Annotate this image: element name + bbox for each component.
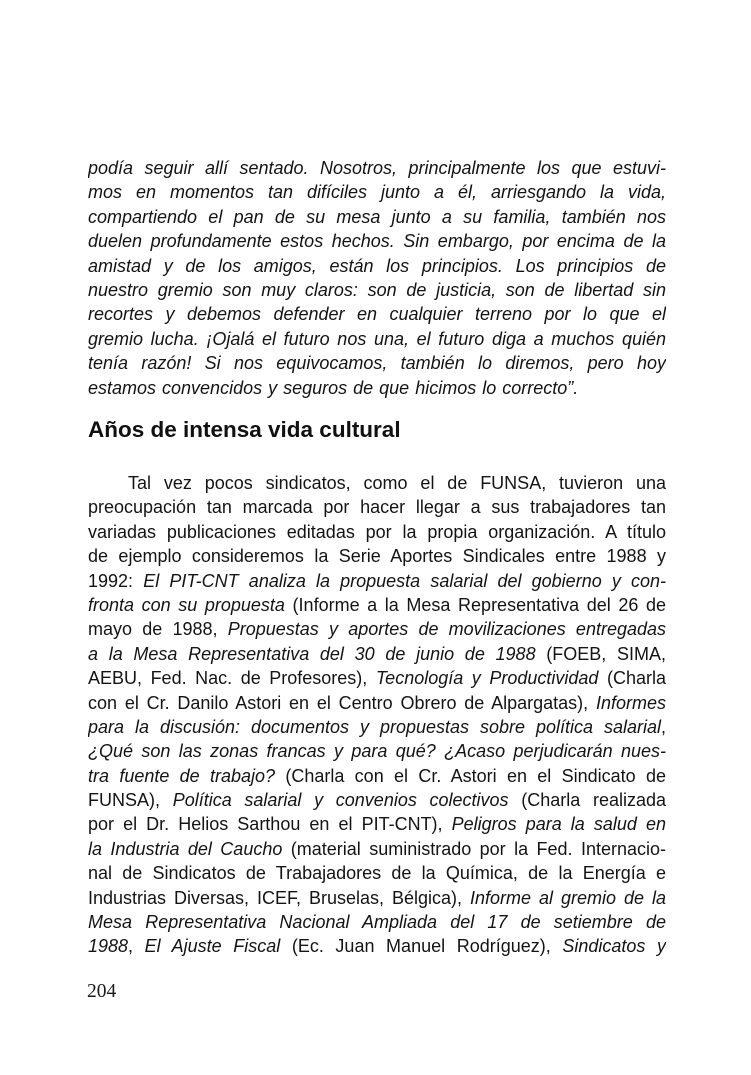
text-line: [88, 544, 666, 568]
text-line: [88, 302, 666, 326]
text-line: [88, 376, 666, 400]
section-heading: Años de intensa vida cultural: [88, 417, 401, 442]
text-line: [88, 715, 666, 739]
text-segment: (material suministrado por la Fed. Internacio-: [282, 838, 666, 859]
text-segment: (Charla realizada: [508, 790, 666, 811]
text-line: [88, 205, 666, 229]
text-segment: 1992:: [88, 570, 144, 591]
text-segment: nal de Sindicatos de Trabajadores de la Química, de la Energía e: [88, 863, 666, 884]
series-paragraph: [88, 471, 666, 959]
italic-text-segment: compartiendo el pan de su mesa junto a su familia, también nos: [88, 206, 666, 227]
text-segment: variadas publicaciones editadas por la propia organización. A título: [88, 521, 666, 542]
italic-text-segment: recortes y debemos defender en cualquier terreno por lo que el: [88, 304, 666, 325]
text-line: [88, 617, 666, 641]
italic-text-segment: podía seguir allí sentado. Nosotros, principalmente los que estuvi-: [88, 158, 666, 178]
italic-text-segment: nuestro gremio son muy claros: son de justicia, son de libertad sin: [88, 279, 666, 300]
text-segment: de ejemplo consideremos la Serie Aportes Sindicales entre 1988 y: [88, 546, 666, 567]
text-line: [88, 254, 666, 278]
italic-text-segment: estamos convencidos y seguros de que hicimos lo correcto”.: [88, 377, 579, 398]
text-line: [88, 593, 666, 617]
text-line: [88, 156, 666, 180]
italic-text-segment: Informe al gremio de la: [470, 887, 666, 908]
italic-text-segment: duelen profundamente estos hechos. Sin embargo, por encima de la: [88, 231, 666, 252]
text-line: [88, 180, 666, 204]
text-line: [88, 229, 666, 253]
italic-text-segment: la Industria del Caucho: [88, 838, 283, 859]
text-line: [88, 739, 666, 763]
italic-text-segment: a la Mesa Representativa del 30 de junio de 1988: [88, 643, 536, 664]
italic-text-segment: gremio lucha. ¡Ojalá el futuro nos una, el futuro diga a muchos quién: [88, 328, 666, 349]
text-segment: (Ec. Juan Manuel Rodríguez),: [280, 936, 563, 957]
italic-text-segment: Mesa Representativa Nacional Ampliada del 17 de setiembre de: [88, 912, 666, 933]
text-segment: Industrias Diversas, ICEF, Bruselas, Bélgica),: [88, 887, 470, 908]
text-line: [88, 278, 666, 302]
text-segment: (Charla: [598, 668, 666, 689]
text-segment: AEBU, Fed. Nac. de Profesores),: [88, 668, 376, 689]
text-line: [88, 569, 666, 593]
italic-text-segment: Tecnología y Productividad: [375, 668, 599, 689]
italic-text-segment: Política salarial y convenios colectivos: [172, 790, 509, 811]
italic-text-segment: tra fuente de trabajo?: [88, 765, 276, 786]
italic-text-segment: El Ajuste Fiscal: [144, 936, 281, 957]
text-line: [88, 764, 666, 788]
text-segment: ,: [128, 936, 145, 957]
italic-text-segment: Sindicatos y: [562, 936, 666, 957]
text-line: [88, 520, 666, 544]
text-line: [88, 495, 666, 519]
text-line: [88, 910, 666, 934]
italic-text-segment: Propuestas y aportes de movilizaciones entregadas: [227, 619, 666, 640]
text-line: [88, 666, 666, 690]
text-line: [88, 471, 666, 495]
text-line: [88, 351, 666, 375]
text-segment: FUNSA),: [88, 790, 173, 811]
italic-text-segment: para la discusión: documentos y propuestas sobre política salarial: [88, 716, 661, 737]
text-segment: por el Dr. Helios Sarthou en el PIT-CNT),: [88, 814, 452, 835]
italic-text-segment: 1988: [88, 936, 129, 957]
text-segment: Tal vez pocos sindicatos, como el de FUNSA, tuvieron una: [128, 473, 666, 493]
italic-text-segment: El PIT-CNT analiza la propuesta salarial del gobierno y con-: [143, 570, 666, 591]
italic-text-segment: ¿Qué son las zonas francas y para qué? ¿Acaso perjudicarán nues-: [88, 741, 666, 762]
italic-text-segment: tenía razón! Si nos equivocamos, también lo diremos, pero hoy: [88, 353, 666, 374]
text-line: [88, 812, 666, 836]
text-segment: con el Cr. Danilo Astori en el Centro Obrero de Alpargatas),: [88, 692, 596, 713]
text-line: [88, 788, 666, 812]
text-line: [88, 327, 666, 351]
text-line: [88, 886, 666, 910]
italic-text-segment: Peligros para la salud en: [451, 814, 666, 835]
italic-text-segment: Informes: [595, 692, 666, 713]
text-line: [88, 837, 666, 861]
text-segment: (FOEB, SIMA,: [535, 643, 666, 664]
text-segment: preocupación tan marcada por hacer llegar a sus trabajadores tan: [88, 497, 666, 518]
italic-text-segment: mos en momentos tan difíciles junto a él, arriesgando la vida,: [88, 182, 666, 203]
text-line: [88, 934, 666, 958]
text-segment: ,: [660, 716, 666, 737]
quote-paragraph: [88, 156, 666, 400]
italic-text-segment: fronta con su propuesta: [88, 594, 285, 615]
text-line: [88, 642, 666, 666]
text-segment: (Charla con el Cr. Astori en el Sindicato de: [275, 765, 666, 786]
text-segment: mayo de 1988,: [88, 619, 228, 640]
text-segment: (Informe a la Mesa Representativa del 26 de: [284, 594, 666, 615]
text-line: [88, 691, 666, 715]
page-number: 204: [87, 981, 117, 1002]
italic-text-segment: amistad y de los amigos, están los principios. Los principios de: [88, 255, 666, 276]
text-line: [88, 861, 666, 885]
